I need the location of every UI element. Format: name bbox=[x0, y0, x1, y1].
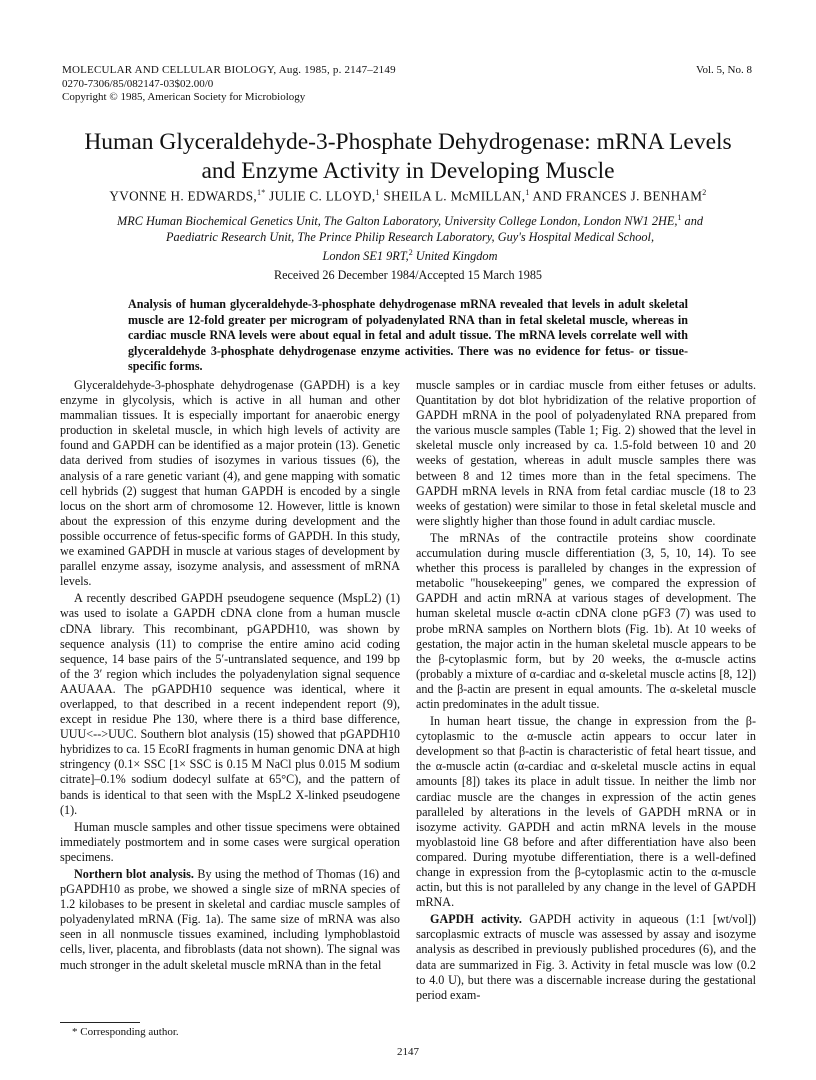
paragraph: muscle samples or in cardiac muscle from either fetuses or adults. Quantitation by dot blot hybridization of the relative proportion of GAPDH mRNA in the pool of polyadenylated RNA prepared from the various muscle samples (Table 1; Fig. 2) showed that the level in skeletal muscle only increased by ca. 1.5-fold between 10 and 20 weeks of gestation, whereas in adult muscle samples there was between 8 and 12 times more than in the fetal specimens. The GAPDH mRNA levels in RNA from fetal cardiac muscle (18 to 23 weeks of gestation) were similar to those in fetal skeletal muscle and were slightly higher than those found in adult cardiac muscle. bbox=[416, 378, 756, 528]
affiliation-3-end: United Kingdom bbox=[412, 249, 498, 264]
author-1: YVONNE H. EDWARDS, bbox=[109, 188, 257, 204]
volume-issue: Vol. 5, No. 8 bbox=[695, 64, 752, 76]
copyright-line: Copyright © 1985, American Society for Microbiology bbox=[62, 91, 306, 103]
affiliation-3-text: London SE1 9RT, bbox=[322, 249, 409, 264]
page-number: 2147 bbox=[397, 1046, 419, 1058]
left-column bbox=[60, 378, 400, 975]
section-runin-heading: Northern blot analysis. bbox=[74, 867, 194, 881]
footnote-rule bbox=[60, 1022, 140, 1023]
paragraph bbox=[416, 912, 756, 1003]
footnote: * Corresponding author. bbox=[72, 1026, 179, 1038]
paragraph: Human muscle samples and other tissue specimens were obtained immediately postmortem and in some cases were surgical operation specimens. bbox=[60, 819, 400, 864]
author-3-mark: 1 bbox=[525, 188, 530, 197]
received-dates: Received 26 December 1984/Accepted 15 March 1985 bbox=[273, 268, 543, 282]
journal-line: MOLECULAR AND CELLULAR BIOLOGY, Aug. 1985, p. 2147–2149 bbox=[62, 64, 396, 76]
title-line-2: and Enzyme Activity in Developing Muscle bbox=[201, 158, 615, 184]
author-list bbox=[40, 188, 776, 204]
section-runin-heading: GAPDH activity. bbox=[430, 912, 522, 927]
author-4: AND FRANCES J. BENHAM bbox=[529, 188, 703, 204]
affiliation-1-mark: 1 bbox=[677, 213, 682, 222]
article-title bbox=[40, 128, 776, 186]
affiliation-line-2: Paediatric Research Unit, The Prince Philip Research Laboratory, Guy's Hospital Medical School, bbox=[165, 229, 655, 244]
right-column bbox=[416, 378, 756, 1005]
affiliation-1-text: MRC Human Biochemical Genetics Unit, The Galton Laboratory, University College London, London NW1 2HE, bbox=[116, 214, 678, 229]
author-4-mark: 2 bbox=[702, 188, 707, 197]
paragraph-text: By using the method of Thomas (16) and pGAPDH10 as probe, we showed a single size of mRNA species of 1.2 kilobases to be present in skeletal and cardiac muscle samples of polyadenylated mRNA (Fig. 1a). The same size of mRNA was also seen in all nonmuscle tissues examined, including lymphoblastoid cells, liver, placenta, and fibroblasts (data not shown). The signal was much stronger in the adult skeletal muscle mRNA than in the fetal bbox=[60, 867, 400, 972]
paragraph: The mRNAs of the contractile proteins show coordinate accumulation during muscle differentiation (3, 5, 10, 14). To see whether this process is paralleled by changes in the expression of metabolic "housekeeping" genes, we compared the expression of GAPDH and actin mRNA at various stages of development. The human skeletal muscle α-actin cDNA clone pGF3 (7) was used to probe mRNA samples on Northern blots (Fig. 1b). At 10 weeks of gestation, the major actin in the human skeletal muscle appears to be the β-cytoplasmic form, but by 20 weeks, the α-muscle actins (probably a mixture of α-cardiac and α-skeletal muscle actins [8, 12]) and the β-actin are present in equal amounts. The α-skeletal muscle actin predominates in the adult tissue. bbox=[416, 530, 756, 711]
paragraph: Glyceraldehyde-3-phosphate dehydrogenase (GAPDH) is a key enzyme in glycolysis, which is active in all human and other mammalian tissues. It is especially important for anaerobic energy production in skeletal muscle, in which high levels of activity are found and GAPDH can be identified as a major protein (13). Genetic data derived from studies of isozymes in various tissues (6), the analysis of a rare genetic variant (4), and gene mapping with somatic cell hybrids (2) suggest that human GAPDH is encoded by a single locus on the short arm of chromosome 12. However, little is known about the expression of this enzyme during development and the possible occurrence of fetus-specific forms of GAPDH. In this study, we examined GAPDH in muscle at various stages of development by parallel enzyme assay, isozyme analysis, and assessment of mRNA levels. bbox=[60, 378, 400, 589]
paragraph: In human heart tissue, the change in expression from the β-cytoplasmic to the α-muscle actin appears to occur later in development so that β-actin is characteristic of fetal heart tissue, and the α-muscle actin (α-cardiac and α-skeletal muscle actins in equal amounts [8]) takes its place in adult tissue. In neither the limb nor cardiac muscle are the changes in expression of the actin genes paralleled by alterations in the levels of GAPDH mRNA or in isozyme activity. GAPDH and actin mRNA levels in the mouse myoblastoid line G8 before and after differentiation have also been compared. During myotube differentiation, there is a well-defined change in expression from the β-cytoplasmic actin to the α-muscle actin, but this is not paralleled by any change in the level of GAPDH mRNA. bbox=[416, 714, 756, 910]
journal-header bbox=[62, 64, 396, 105]
author-2-mark: 1 bbox=[375, 188, 380, 197]
paragraph-text: GAPDH activity in aqueous (1:1 [wt/vol]) sarcoplasmic extracts of muscle was assessed by assay and isozyme analysis as described in previously published procedures (6), and the data are summarized in Fig. 3. Activity in fetal muscle was low (0.2 to 4.0 U), but there was a discernable increase during the gestational period exam- bbox=[416, 912, 756, 1002]
author-3: SHEILA L. McMILLAN, bbox=[379, 188, 526, 204]
title-line-1: Human Glyceraldehyde-3-Phosphate Dehydrogenase: mRNA Levels bbox=[84, 129, 732, 155]
affiliations bbox=[60, 210, 760, 265]
paragraph: A recently described GAPDH pseudogene sequence (MspL2) (1) was used to isolate a GAPDH cDNA clone from a human muscle cDNA library. This recombinant, pGAPDH10, was shown by sequence analysis (11) to comprise the entire amino acid coding sequence, 14 base pairs of the 5′-untranslated sequence, and 199 bp of the 3′ region which includes the polyadenylation signal sequence AAUAAA. The pGAPDH10 sequence was identical, where it overlapped, to that described in a recent independent report (9), except in residue Phe 130, where there is a third base difference, UUU<-->UUC. Southern blot analysis (15) showed that pGAPDH10 hybridizes to ca. 15 EcoRI fragments in human genomic DNA at high stringency (0.1× SSC [1× SSC is 0.15 M NaCl plus 0.015 M sodium citrate]–0.1% sodium dodecyl sulfate at 65°C), and the pattern of bands is identical to that seen with the MspL2 X-linked pseudogene (1). bbox=[60, 591, 400, 817]
affiliation-3-mark: 2 bbox=[408, 248, 413, 258]
affiliation-1-end: and bbox=[681, 214, 704, 229]
abstract: Analysis of human glyceraldehyde-3-phosphate dehydrogenase mRNA revealed that levels in adult skeletal muscle are 12-fold greater per microgram of polyadenylated RNA than in fetal skeletal muscle, whereas in cardiac muscle RNA levels were about equal in fetal and adult tissue. The mRNA levels correlate well with glyceraldehyde 3-phosphate dehydrogenase enzyme activities. There was no evidence for fetus- or tissue-specific forms. bbox=[128, 297, 688, 373]
author-1-mark: 1* bbox=[256, 188, 266, 197]
author-2: JULIE C. LLOYD, bbox=[265, 188, 376, 204]
code-line: 0270-7306/85/082147-03$02.00/0 bbox=[62, 77, 214, 90]
affiliation-line-3 bbox=[60, 245, 760, 265]
affiliation-line-1 bbox=[60, 210, 760, 230]
paragraph bbox=[60, 867, 400, 973]
